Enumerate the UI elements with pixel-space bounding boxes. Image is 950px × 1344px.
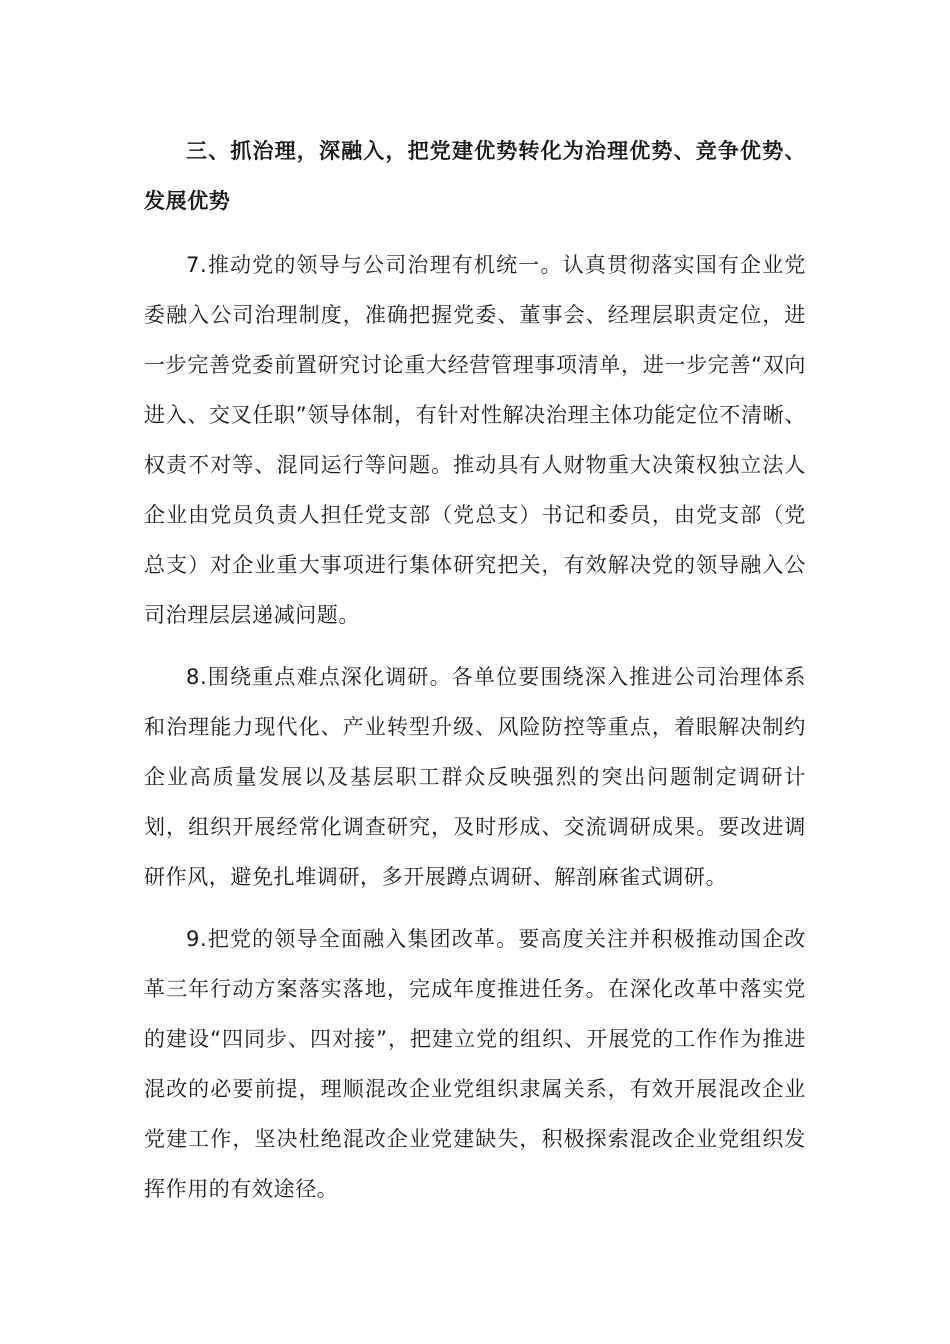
item-text: 推动党的领导与公司治理有机统一。认真贯彻落实国有企业党委融入公司治理制度，准确把握党委、董事会、经理层职责定位，进一步完善党委前置研究讨论重大经营管理事项清单，进一步完善“双向进入、交叉任职”领导体制，有针对性解决治理主体功能定位不清晰、权责不对等、混同运行等问题。推动具有人财物重大决策权独立法人企业由党员负责人担任党支部（党总支）书记和委员，由党支部（党总支）对企业重大事项进行集体研究把关，有效解决党的领导融入公司治理层层递减问题。 <box>144 253 806 627</box>
document-body <box>144 126 806 1214</box>
paragraph-item-9 <box>144 914 806 1214</box>
item-text: 把党的领导全面融入集团改革。要高度关注并积极推动国企改革三年行动方案落实落地，完成年度推进任务。在深化改革中落实党的建设“四同步、四对接”，把建立党的组织、开展党的工作作为推进混改的必要前提，理顺混改企业党组织隶属关系，有效开展混改企业党建工作，坚决杜绝混改企业党建缺失，积极探索混改企业党组织发挥作用的有效途径。 <box>144 927 806 1201</box>
paragraph-item-8 <box>144 652 806 902</box>
section-heading: 三、抓治理，深融入，把党建优势转化为治理优势、竞争优势、发展优势 <box>144 139 806 213</box>
item-text: 围绕重点难点深化调研。各单位要围绕深入推进公司治理体系和治理能力现代化、产业转型升级、风险防控等重点，着眼解决制约企业高质量发展以及基层职工群众反映强烈的突出问题制定调研计划，组织开展经常化调查研究，及时形成、交流调研成果。要改进调研作风，避免扎堆调研，多开展蹲点调研、解剖麻雀式调研。 <box>144 665 806 889</box>
paragraph-item-7 <box>144 240 806 640</box>
item-number: 8. <box>186 665 208 689</box>
item-number: 7. <box>186 253 208 277</box>
item-number: 9. <box>186 927 208 951</box>
